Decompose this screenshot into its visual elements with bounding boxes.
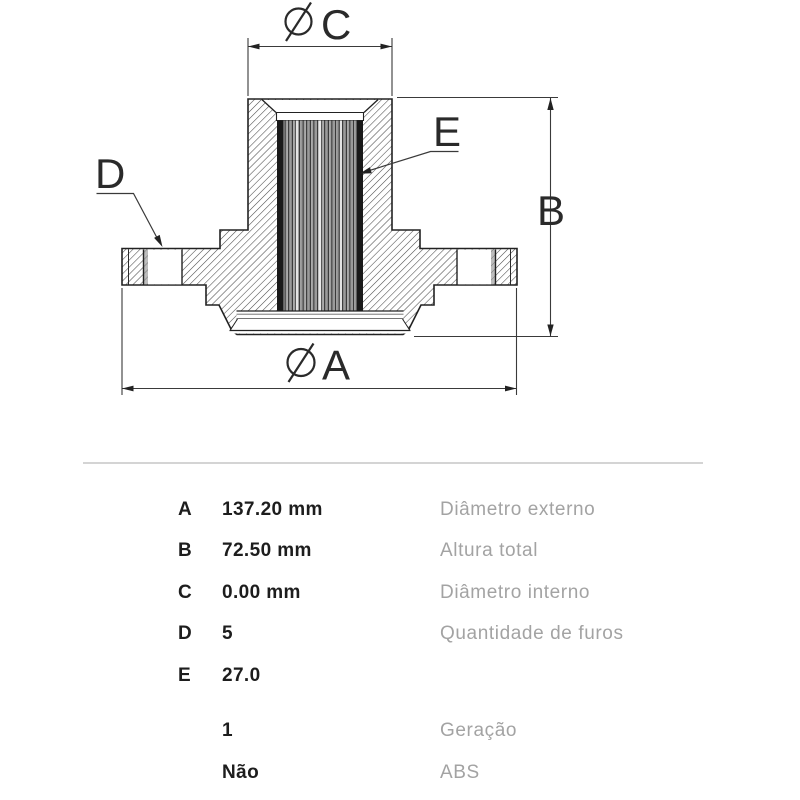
spec-value: 137.20 mm: [222, 498, 323, 520]
diameter-symbol-c: [286, 3, 312, 42]
dim-c: [248, 1, 392, 96]
callout-e-label: E: [433, 108, 462, 155]
spec-row-abs: [178, 752, 718, 794]
dim-a-label: A: [322, 341, 351, 389]
section-divider: [83, 462, 703, 464]
spec-row-a: [178, 489, 718, 531]
spec-row-e: [178, 655, 718, 697]
spec-value: 72.50 mm: [222, 540, 312, 562]
spline-bore: [277, 121, 363, 312]
hub-base: [229, 311, 411, 334]
spec-letter: C: [178, 581, 193, 603]
spec-row-c: [178, 572, 718, 614]
spec-value: 27.0: [222, 664, 261, 686]
spec-label: Diâmetro interno: [440, 581, 591, 603]
spec-letter: A: [178, 498, 193, 520]
spec-value: 0.00 mm: [222, 581, 301, 603]
spec-letter: E: [178, 664, 191, 686]
callout-d-label: D: [95, 150, 126, 197]
spec-value: 1: [222, 720, 233, 742]
callout-d: [95, 150, 163, 247]
spec-row-b: [178, 531, 718, 573]
dim-b-label: B: [537, 187, 566, 234]
row-gap: [178, 697, 718, 711]
spec-value: Não: [222, 761, 260, 783]
diameter-symbol-a: [288, 344, 315, 383]
spec-letter: B: [178, 540, 193, 562]
spec-row-d: [178, 614, 718, 656]
bore-chamfer: [262, 100, 378, 121]
spec-label: ABS: [440, 761, 480, 783]
spec-row-geracao: [178, 711, 718, 753]
spec-label: Diâmetro externo: [440, 498, 596, 520]
spec-label: Geração: [440, 720, 518, 742]
spec-table: [178, 489, 718, 794]
dim-c-label: C: [321, 1, 352, 48]
spec-letter: D: [178, 623, 193, 645]
spec-label: Quantidade de furos: [440, 623, 624, 645]
spec-value: 5: [222, 623, 233, 645]
spec-label: Altura total: [440, 540, 539, 562]
